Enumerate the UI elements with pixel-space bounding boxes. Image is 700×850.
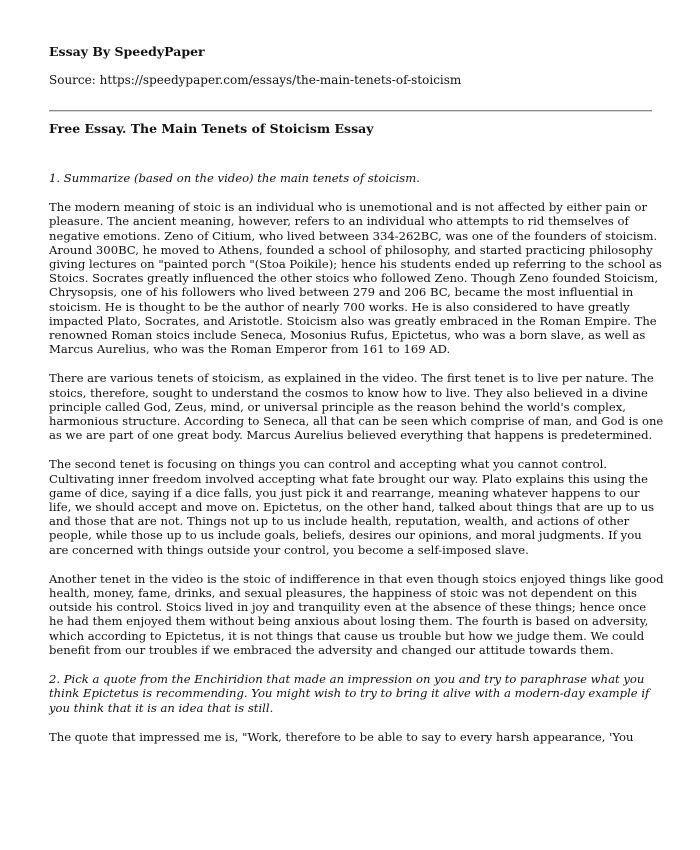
paragraph-3: The second tenet is focusing on things you can control and accepting what you cannot control. Cultivating inner freedom involved accepting what fate brought our way. Plato explains this using the game of dice, saying if a dice falls, you just pick it and rearrange, meaning whatever happens to our life, we should accept and move on. Epictetus, on the other hand, talked about things that are up to us and those that are not. Things not up to us include health, reputation, wealth, and actions of other people, while those up to us include goals, beliefs, desires our opinions, and moral judgments. If you are concerned with things outside your control, you become a self-imposed slave. [49, 457, 655, 557]
question-1: 1. Summarize (based on the video) the main tenets of stoicism. [49, 171, 420, 185]
paragraph-2: There are various tenets of stoicism, as explained in the video. The first tenet is to live per nature. The stoics, therefore, sought to understand the cosmos to know how to live. They also believed in a divine principle called God, Zeus, mind, or universal principle as the reason behind the world's complex, harmonious structure. According to Seneca, all that can be seen which comprise of man, and God is one as we are part of one great body. Marcus Aurelius believed everything that happens is predetermined. [49, 371, 664, 443]
paragraph-4: Another tenet in the video is the stoic of indifference in that even though stoics enjoyed things like good health, money, fame, drinks, and sexual pleasures, the happiness of stoic was not dependent on this outside his control. Stoics lived in joy and tranquility even at the absence of these things; hence once he had them enjoyed them without being anxious about losing them. The fourth is based on adversity, which according to Epictetus, it is not things that cause us trouble but how we judge them. We could benefit from our troubles if we embraced the adversity and changed our attitude towards them. [49, 571, 664, 657]
paragraph-5: The quote that impressed me is, "Work, therefore to be able to say to every harsh appearance, 'You [49, 729, 634, 744]
essay-body [49, 171, 664, 759]
document-source: Source: https://speedypaper.com/essays/the-main-tenets-of-stoicism [49, 73, 462, 87]
document-brand: Essay By SpeedyPaper [49, 44, 205, 59]
essay-title: Free Essay. The Main Tenets of Stoicism Essay [49, 121, 374, 136]
header-divider [49, 110, 652, 112]
question-2: 2. Pick a quote from the Enchiridion that made an impression on you and try to paraphrase what you think Epictetus is recommending. You might wish to try to bring it alive with a modern-day example if you think that it is an idea that is still. [49, 672, 650, 715]
paragraph-1: The modern meaning of stoic is an individual who is unemotional and is not affected by either pain or pleasure. The ancient meaning, however, refers to an individual who attempts to rid themselves of negative emotions. Zeno of Citium, who lived between 334-262BC, was one of the founders of stoicism. Around 300BC, he moved to Athens, founded a school of philosophy, and started practicing philosophy giving lectures on "painted porch "(Stoa Poikile); hence his students ended up referring to the school as Stoics. Socrates greatly influenced the other stoics who followed Zeno. Though Zeno founded Stoicism, Chrysopsis, one of his followers who lived between 279 and 206 BC, became the most influential in stoicism. He is thought to be the author of nearly 700 works. He is also considered to have greatly impacted Plato, Socrates, and Aristotle. Stoicism also was greatly embraced in the Roman Empire. The renowned Roman stoics include Seneca, Mosonius Rufus, Epictetus, who was a born slave, as well as Marcus Aurelius, who was the Roman Emperor from 161 to 169 AD. [49, 200, 662, 357]
